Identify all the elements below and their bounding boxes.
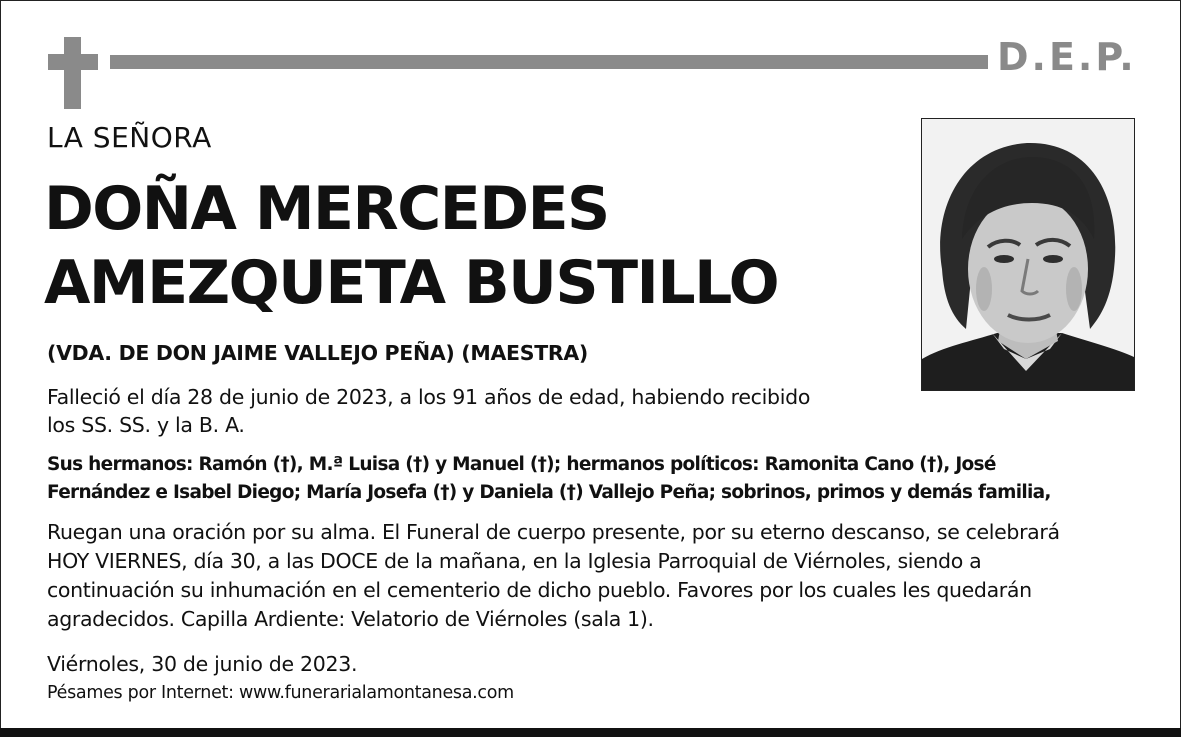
condolences-web: Pésames por Internet: www.funerarialamontanesa.com: [47, 683, 514, 703]
family-line-1: Sus hermanos: Ramón (†), M.ª Luisa (†) y Manuel (†); hermanos políticos: Ramonita Cano (†), José: [47, 454, 996, 475]
ceremony-line-3: continuación su inhumación en el cementerio de dicho pueblo. Favores por los cuales les quedarán: [47, 578, 1032, 602]
subtitle: (VDA. DE DON JAIME VALLEJO PEÑA) (MAESTRA): [47, 341, 589, 365]
death-details-line-1: Falleció el día 28 de junio de 2023, a los 91 años de edad, habiendo recibido: [47, 385, 811, 409]
family-line-2: Fernández e Isabel Diego; María Josefa (†) y Daniela (†) Vallejo Peña; sobrinos, primos y demás familia,: [47, 482, 1051, 503]
family-list: [47, 451, 1157, 507]
place-date: Viérnoles, 30 de junio de 2023.: [47, 652, 358, 676]
ceremony-line-1: Ruegan una oración por su alma. El Funeral de cuerpo presente, por su eterno descanso, se celebrará: [47, 520, 1060, 544]
dep-label: D.E.P.: [997, 35, 1137, 79]
death-details-line-2: los SS. SS. y la B. A.: [47, 413, 245, 437]
death-details: [47, 383, 897, 439]
portrait-photo: [921, 118, 1135, 391]
header-rule: [110, 55, 988, 69]
bottom-rule: [0, 728, 1181, 737]
ceremony-line-2: HOY VIERNES, día 30, a las DOCE de la mañana, en la Iglesia Parroquial de Viérnoles, siendo a: [47, 549, 982, 573]
deceased-name: [44, 172, 904, 320]
intro-title: LA SEÑORA: [47, 121, 212, 154]
ceremony-line-4: agradecidos. Capilla Ardiente: Velatorio de Viérnoles (sala 1).: [47, 607, 654, 631]
name-line-1: DOÑA MERCEDES: [44, 174, 609, 244]
ceremony-details: [47, 518, 1157, 634]
latin-cross-icon: [48, 37, 98, 109]
name-line-2: AMEZQUETA BUSTILLO: [44, 248, 779, 318]
